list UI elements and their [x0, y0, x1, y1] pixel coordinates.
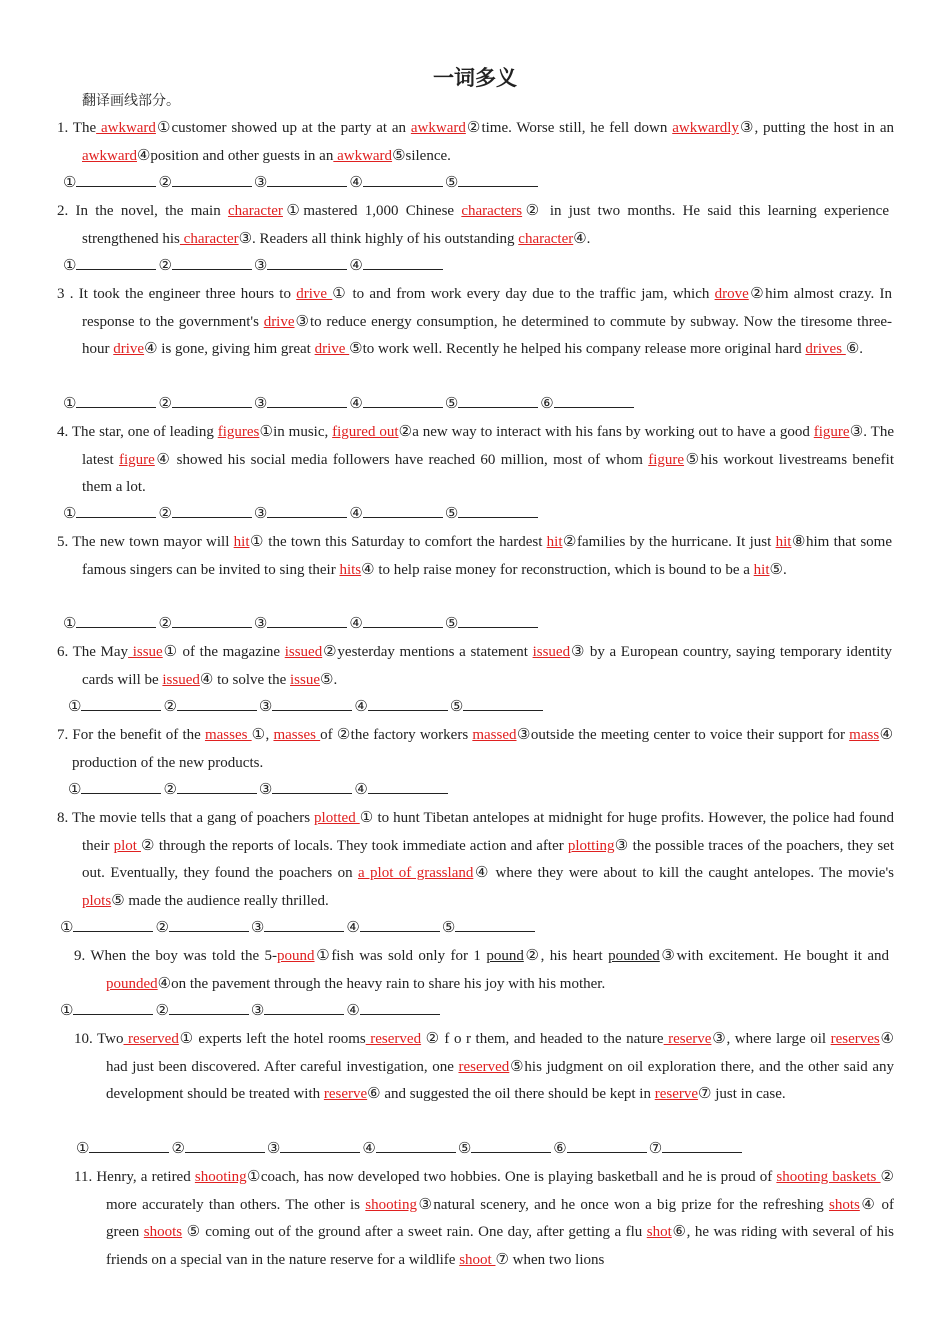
answer-marker: ②	[163, 699, 177, 715]
instruction: 翻译画线部分。	[82, 93, 180, 109]
keyword: figure	[118, 451, 155, 468]
sentence-text: ⑤ coming out of the ground after a sweet rain. One day, after getting a flu	[182, 1224, 647, 1241]
keyword: masses	[273, 727, 321, 743]
answer-row-5	[63, 613, 540, 633]
answer-blank[interactable]	[264, 1000, 344, 1015]
question-9	[74, 943, 890, 998]
answer-row-1	[63, 172, 540, 192]
keyword: a plot of grassland	[357, 865, 474, 882]
question-4	[57, 419, 895, 502]
answer-marker: ③	[266, 1141, 281, 1157]
sentence-text: ③outside the meeting center to voice their support for	[516, 727, 850, 743]
sentence-text: ④ to solve the	[199, 671, 290, 688]
answer-marker: ⑤	[444, 175, 459, 191]
sentence-text: ②yesterday mentions a statement	[322, 644, 533, 660]
answer-marker: ③	[253, 175, 268, 191]
sentence-text: 1. The	[57, 120, 97, 136]
answer-blank[interactable]	[172, 613, 252, 628]
sentence-text: ③. Readers all think highly of his outstanding	[238, 230, 519, 247]
sentence-text: of ②the factory workers	[320, 727, 473, 743]
answer-blank[interactable]	[458, 503, 538, 518]
answer-row-6	[68, 696, 545, 716]
keyword: awkward	[333, 147, 393, 164]
keyword: figure	[813, 424, 850, 440]
answer-blank[interactable]	[172, 503, 252, 518]
sentence-text: ④ to help raise money for reconstruction, which is bound to be a	[361, 561, 754, 578]
keyword: drive	[113, 341, 145, 358]
keyword: shoots	[143, 1224, 183, 1241]
sentence-text: ④ where they were about to kill the caught antelopes. The movie's	[473, 865, 895, 882]
answer-marker: ④	[349, 258, 363, 274]
keyword: mass	[849, 727, 880, 743]
keyword: issued	[532, 644, 571, 660]
keyword: plotting	[567, 837, 615, 854]
answer-blank[interactable]	[458, 172, 538, 187]
keyword: reserve	[323, 1086, 368, 1103]
answer-marker: ②	[163, 782, 177, 798]
sentence-text: ① to hunt Tibetan antelopes at midnight for huge profits. However, the police had found their	[82, 810, 894, 854]
sentence-text: ⑥, he was riding with several of his friends on a special van in the nature reserve for a wildlife	[106, 1224, 895, 1268]
sentence-text: 6. The May	[57, 644, 129, 660]
sentence-text: ④on the pavement through the heavy rain to share his joy with his mother.	[157, 975, 606, 992]
keyword: awkward	[82, 147, 137, 164]
sentence-text: ⑤.	[320, 671, 338, 688]
keyword: character	[518, 230, 574, 247]
answer-blank[interactable]	[267, 172, 347, 187]
answer-marker: ②	[171, 1141, 185, 1157]
answer-marker: ③	[250, 920, 265, 936]
keyword: awkwardly	[672, 120, 739, 136]
answer-blank[interactable]	[363, 255, 443, 270]
answer-blank[interactable]	[81, 779, 161, 794]
keyword: awkward	[410, 120, 466, 136]
answer-blank[interactable]	[662, 1138, 742, 1153]
sentence-text: ③ by a European country, saying temporary identity cards will be	[82, 644, 893, 688]
answer-blank[interactable]	[172, 255, 252, 270]
answer-row-9	[60, 1000, 442, 1020]
keyword: hit	[233, 534, 250, 550]
answer-marker: ①	[63, 258, 77, 274]
sentence-text: ⑦ when two lions	[495, 1251, 605, 1268]
answer-blank[interactable]	[458, 393, 538, 408]
sentence-text: ⑤his judgment on oil exploration there, and the other said any development should be treated with	[106, 1058, 894, 1103]
keyword: figure	[648, 451, 685, 468]
keyword: plotted	[314, 810, 360, 826]
page-title: 一词多义	[433, 66, 517, 90]
answer-blank[interactable]	[272, 696, 352, 711]
keyword: shoot	[459, 1251, 496, 1268]
keyword: reserve	[654, 1086, 699, 1103]
keyword: character	[227, 203, 283, 219]
sentence-text: ②families by the hurricane. It just	[562, 534, 776, 550]
answer-marker: ①	[68, 782, 82, 798]
answer-blank[interactable]	[76, 172, 156, 187]
answer-marker: ⑤	[444, 616, 459, 632]
sentence-text: ④ showed his social media followers have reached 60 million, most of whom	[154, 451, 649, 468]
answer-blank[interactable]	[73, 1000, 153, 1015]
keyword: reserved	[365, 1031, 422, 1047]
answer-blank[interactable]	[272, 779, 352, 794]
keyword: issue	[128, 644, 163, 660]
keyword: drive	[263, 313, 295, 330]
keyword: issue	[290, 671, 320, 688]
keyword: massed	[472, 727, 517, 743]
question-1	[57, 115, 894, 170]
answer-marker: ⑤	[449, 699, 464, 715]
answer-marker: ①	[63, 616, 77, 632]
sentence-text: ①coach, has now developed two hobbies. One is playing basketball and he is proud of	[246, 1169, 777, 1185]
keyword: reserved	[123, 1031, 179, 1047]
answer-marker: ①	[63, 175, 77, 191]
keyword: issued	[284, 644, 323, 660]
answer-marker: ④	[346, 920, 360, 936]
keyword: plots	[82, 892, 112, 909]
sentence-text: ①fish was sold only for 1	[314, 948, 487, 964]
keyword: shooting baskets	[776, 1169, 881, 1185]
answer-blank[interactable]	[172, 172, 252, 187]
sentence-text: ①mastered 1,000 Chinese	[282, 203, 462, 219]
question-6	[57, 639, 893, 694]
answer-blank[interactable]	[81, 696, 161, 711]
answer-row-7	[68, 779, 450, 799]
sentence-text: ④ is gone, giving him great	[144, 341, 315, 358]
sentence-text: ① the town this Saturday to comfort the hardest	[249, 534, 547, 550]
answer-blank[interactable]	[360, 917, 440, 932]
keyword: shots	[828, 1196, 860, 1213]
answer-blank[interactable]	[76, 503, 156, 518]
answer-marker: ①	[68, 699, 82, 715]
answer-row-3	[63, 393, 636, 413]
underlined-text: pound	[486, 948, 524, 964]
answer-marker: ⑤	[444, 506, 459, 522]
keyword: pounded	[106, 975, 158, 992]
answer-blank[interactable]	[363, 393, 443, 408]
answer-marker: ①	[63, 506, 77, 522]
answer-marker: ②	[158, 175, 172, 191]
keyword: plot	[113, 837, 141, 854]
answer-marker: ②	[155, 1003, 169, 1019]
sentence-text: ②, his heart	[523, 948, 609, 964]
sentence-text: ②time. Worse still, he fell down	[465, 120, 673, 136]
sentence-text: ① of the magazine	[162, 644, 285, 660]
answer-blank[interactable]	[177, 696, 257, 711]
answer-marker: ⑤	[457, 1141, 472, 1157]
keyword: characters	[461, 203, 523, 219]
answer-blank[interactable]	[169, 917, 249, 932]
sentence-text: ⑤silence.	[392, 147, 451, 164]
sentence-text: ② f o r them, and headed to the nature	[421, 1031, 664, 1047]
answer-blank[interactable]	[463, 696, 543, 711]
keyword: drive	[314, 341, 350, 358]
answer-marker: ②	[155, 920, 169, 936]
answer-blank[interactable]	[471, 1138, 551, 1153]
answer-blank[interactable]	[280, 1138, 360, 1153]
sentence-text: 10. Two	[74, 1031, 124, 1047]
answer-blank[interactable]	[360, 1000, 440, 1015]
keyword: figures	[217, 424, 260, 440]
keyword: hits	[339, 561, 362, 578]
answer-marker: ③	[253, 396, 268, 412]
answer-marker: ④	[349, 616, 363, 632]
sentence-text: ⑥.	[845, 341, 864, 358]
sentence-text: 8. The movie tells that a gang of poachers	[57, 810, 315, 826]
keyword: drove	[714, 286, 749, 302]
answer-row-2	[63, 255, 445, 275]
answer-marker: ④	[349, 396, 363, 412]
answer-marker: ③	[253, 258, 268, 274]
sentence-text: ⑧him that some famous singers can be invited to sing their	[82, 534, 893, 578]
sentence-text: ①,	[251, 727, 274, 743]
sentence-text: ⑤to work well. Recently he helped his company release more original hard	[349, 341, 806, 358]
answer-blank[interactable]	[554, 393, 634, 408]
answer-marker: ③	[250, 1003, 265, 1019]
answer-blank[interactable]	[264, 917, 344, 932]
answer-blank[interactable]	[267, 393, 347, 408]
answer-blank[interactable]	[185, 1138, 265, 1153]
sentence-text: ④ production of the new products.	[72, 727, 894, 771]
answer-marker: ⑥	[540, 396, 554, 412]
answer-row-10	[76, 1138, 744, 1158]
question-5	[57, 529, 893, 584]
keyword: character	[179, 230, 239, 247]
sentence-text: 2. In the novel, the main	[57, 203, 228, 219]
answer-marker: ④	[349, 506, 363, 522]
answer-marker: ①	[60, 920, 74, 936]
answer-marker: ②	[158, 616, 172, 632]
answer-marker: ④	[362, 1141, 376, 1157]
answer-blank[interactable]	[363, 172, 443, 187]
keyword: reserved	[458, 1058, 510, 1075]
keyword: masses	[204, 727, 252, 743]
keyword: hit	[775, 534, 792, 550]
sentence-text: ④.	[573, 230, 591, 247]
keyword: figured out	[332, 424, 399, 440]
sentence-text: ⑥ and suggested the oil there should be kept in	[367, 1086, 655, 1103]
answer-blank[interactable]	[73, 917, 153, 932]
question-3	[57, 281, 893, 364]
answer-marker: ⑤	[444, 396, 459, 412]
keyword: shooting	[365, 1196, 417, 1213]
sentence-text: 3 . It took the engineer three hours to	[57, 286, 297, 302]
answer-marker: ①	[63, 396, 77, 412]
answer-marker: ①	[60, 1003, 74, 1019]
answer-blank[interactable]	[76, 613, 156, 628]
answer-blank[interactable]	[368, 696, 448, 711]
keyword: shot	[646, 1224, 672, 1241]
sentence-text: ① experts left the hotel rooms	[178, 1031, 366, 1047]
answer-marker: ④	[349, 175, 363, 191]
sentence-text: ④ had just been discovered. After careful investigation, one	[106, 1031, 894, 1075]
answer-blank[interactable]	[89, 1138, 169, 1153]
answer-marker: ③	[258, 782, 273, 798]
sentence-text: ⑤ made the audience really thrilled.	[111, 892, 329, 909]
answer-marker: ②	[158, 396, 172, 412]
answer-blank[interactable]	[567, 1138, 647, 1153]
question-10	[74, 1026, 894, 1109]
sentence-text: ⑦ just in case.	[698, 1086, 786, 1103]
sentence-text: ③ the possible traces of the poachers, they set out. Eventually, they found the poachers on	[82, 837, 894, 882]
keyword: shooting	[194, 1169, 247, 1185]
sentence-text: ③, putting the host in an	[738, 120, 894, 136]
keyword: reserves	[830, 1031, 880, 1047]
answer-marker: ①	[76, 1141, 90, 1157]
sentence-text: ②him almost crazy. In response to the government's	[82, 286, 892, 330]
answer-row-4	[63, 503, 540, 523]
sentence-text: 4. The star, one of leading	[57, 424, 218, 440]
answer-marker: ②	[158, 258, 172, 274]
keyword: reserve	[663, 1031, 712, 1047]
answer-blank[interactable]	[172, 393, 252, 408]
answer-blank[interactable]	[267, 255, 347, 270]
answer-blank[interactable]	[376, 1138, 456, 1153]
question-2	[57, 198, 889, 253]
sentence-text: ② in just two months. He said this learning experience strengthened his	[82, 203, 889, 247]
sentence-text: ③. The latest	[82, 424, 894, 468]
sentence-text: ①in music,	[259, 424, 333, 440]
sentence-text: ② through the reports of locals. They took immediate action and after	[140, 837, 568, 854]
answer-marker: ④	[354, 699, 368, 715]
sentence-text: ⑤.	[769, 561, 787, 578]
answer-blank[interactable]	[455, 917, 535, 932]
answer-marker: ④	[354, 782, 368, 798]
sentence-text: ② more accurately than others. The other is	[106, 1169, 894, 1213]
sentence-text: ④position and other guests in an	[136, 147, 334, 164]
answer-blank[interactable]	[169, 1000, 249, 1015]
question-7	[57, 722, 894, 777]
answer-marker: ③	[253, 506, 268, 522]
answer-marker: ③	[258, 699, 273, 715]
answer-row-8	[60, 917, 537, 937]
answer-blank[interactable]	[76, 255, 156, 270]
keyword: drives	[805, 341, 846, 358]
sentence-text: ④ of green	[106, 1196, 895, 1241]
sentence-text: ③with excitement. He bought it and	[659, 948, 890, 964]
sentence-text: ①customer showed up at the party at an	[155, 120, 411, 136]
sentence-text: ⑤his workout livestreams benefit them a lot.	[82, 451, 895, 496]
answer-blank[interactable]	[363, 613, 443, 628]
keyword: pound	[277, 948, 315, 964]
sentence-text: ③to reduce energy consumption, he determined to commute by subway. Now the tiresome three-hour	[82, 313, 893, 358]
underlined-text: pounded	[608, 948, 660, 964]
question-11	[74, 1164, 895, 1274]
answer-blank[interactable]	[267, 613, 347, 628]
sentence-text: 11. Henry, a retired	[74, 1169, 195, 1185]
answer-blank[interactable]	[177, 779, 257, 794]
answer-blank[interactable]	[368, 779, 448, 794]
answer-blank[interactable]	[267, 503, 347, 518]
keyword: issued	[162, 671, 200, 688]
keyword: hit	[546, 534, 563, 550]
keyword: drive	[296, 286, 333, 302]
sentence-text: 7. For the benefit of the	[57, 727, 205, 743]
sentence-text: ③natural scenery, and he once won a big prize for the refreshing	[416, 1196, 829, 1213]
answer-blank[interactable]	[363, 503, 443, 518]
answer-marker: ⑦	[648, 1141, 663, 1157]
sentence-text: ③, where large oil	[711, 1031, 831, 1047]
answer-marker: ④	[346, 1003, 360, 1019]
sentence-text: 9. When the boy was told the 5-	[74, 948, 278, 964]
answer-marker: ⑤	[441, 920, 456, 936]
sentence-text: ②a new way to interact with his fans by working out to have a good	[398, 424, 814, 440]
sentence-text: ① to and from work every day due to the traffic jam, which	[332, 286, 715, 302]
answer-marker: ②	[158, 506, 172, 522]
sentence-text: 5. The new town mayor will	[57, 534, 234, 550]
keyword: hit	[753, 561, 770, 578]
answer-marker: ⑥	[553, 1141, 567, 1157]
keyword: awkward	[96, 120, 156, 136]
answer-blank[interactable]	[76, 393, 156, 408]
answer-blank[interactable]	[458, 613, 538, 628]
answer-marker: ③	[253, 616, 268, 632]
question-8	[57, 805, 895, 915]
